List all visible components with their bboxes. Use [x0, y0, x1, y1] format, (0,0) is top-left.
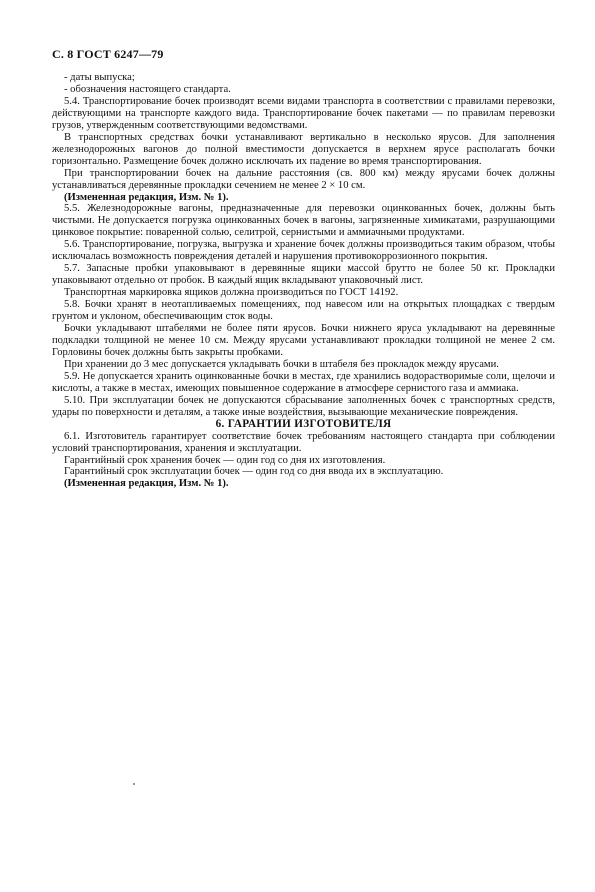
paragraph-stacking: Бочки укладывают штабелями не более пяти ярусов. Бочки нижнего яруса укладывают на деревянные подкладки толщиной не менее 10 см. Между ярусами устанавливают прокладки толщиной не менее 2 см. Горловины бочек должны быть закрыты пробками.	[52, 323, 555, 358]
paragraph-long-distance: При транспортировании бочек на дальние расстояния (св. 800 км) между ярусами бочек должны устанавливаться деревянные прокладки сечением не менее 2 × 10 см.	[52, 167, 555, 191]
clause-5-5: 5.5. Железнодорожные вагоны, предназначенные для перевозки оцинкованных бочек, должны быть чистыми. Не допускается погрузка оцинкованных бочек в вагоны, загрязненные химикатами, разрушающими цинковое покрытие: поваренной солью, селитрой, сернистыми и аммиачными продуктами.	[52, 203, 555, 239]
scan-speck	[133, 783, 135, 785]
paragraph-marking: Транспортная маркировка ящиков должна производиться по ГОСТ 14192.	[64, 287, 399, 299]
page-header: С. 8 ГОСТ 6247—79	[52, 47, 164, 61]
clause-5-9: 5.9. Не допускается хранить оцинкованные бочки в местах, где хранились водорастворимые соли, щелочи и кислоты, а также в местах, имеющих повышенное содержание в атмосфере сернистого газа и аммиака.	[52, 370, 555, 394]
list-item-date: - даты выпуска;	[64, 72, 135, 83]
clause-6-1: 6.1. Изготовитель гарантирует соответствие бочек требованиям настоящего стандарта при соблюдении условий транспортирования, хранения и эксплуатации.	[52, 430, 555, 454]
clause-5-10: 5.10. При эксплуатации бочек не допускаются сбрасывание заполненных бочек с транспортных средств, удары по поверхности и деталям, а также иные воздействия, вызывающие механические повреждения.	[52, 394, 555, 418]
clause-5-4: 5.4. Транспортирование бочек производят всеми видами транспорта в соответствии с правилами перевозки, действующими на транспорте каждого вида. Транспортирование бочек пакетами — по правилам перевозки грузов, утвержденным соответствующими ведомствами.	[52, 95, 555, 131]
amendment-note: (Измененная редакция, Изм. № 1).	[64, 191, 229, 203]
clause-5-8: 5.8. Бочки хранят в неотапливаемых помещениях, под навесом или на открытых площадках с твердым грунтом и уклоном, обеспечивающим сток воды.	[52, 299, 555, 323]
paragraph-storage-3-months: При хранении до 3 мес допускается укладывать бочки в штабеля без прокладок между ярусами.	[64, 358, 499, 370]
section-title: 6. ГАРАНТИИ ИЗГОТОВИТЕЛЯ	[215, 417, 392, 430]
body-text	[52, 72, 555, 490]
paragraph-tiers: В транспортных средствах бочки устанавливают вертикально в несколько ярусов. Для заполнения железнодорожных вагонов до полной вместимости допускается в верхнем ярусе располагать бочки горизонтально. Размещение бочек должно исключать их падение во время транспортирования.	[52, 131, 555, 167]
paragraph-operation-warranty: Гарантийный срок эксплуатации бочек — один год со дня ввода их в эксплуатацию.	[64, 466, 444, 478]
paragraph-storage-warranty: Гарантийный срок хранения бочек — один год со дня их изготовления.	[64, 454, 386, 466]
list-item-designation: - обозначения настоящего стандарта.	[64, 83, 231, 95]
clause-5-7: 5.7. Запасные пробки упаковывают в деревянные ящики массой брутто не более 50 кг. Прокладки упаковывают отдельно от пробок. В каждый ящик вкладывают упаковочный лист.	[52, 263, 555, 287]
clause-5-6: 5.6. Транспортирование, погрузка, выгрузка и хранение бочек должны производиться таким образом, чтобы исключалась возможность повреждения деталей и нарушения противокоррозионного покрытия.	[52, 239, 555, 263]
amendment-note: (Измененная редакция, Изм. № 1).	[64, 478, 229, 490]
